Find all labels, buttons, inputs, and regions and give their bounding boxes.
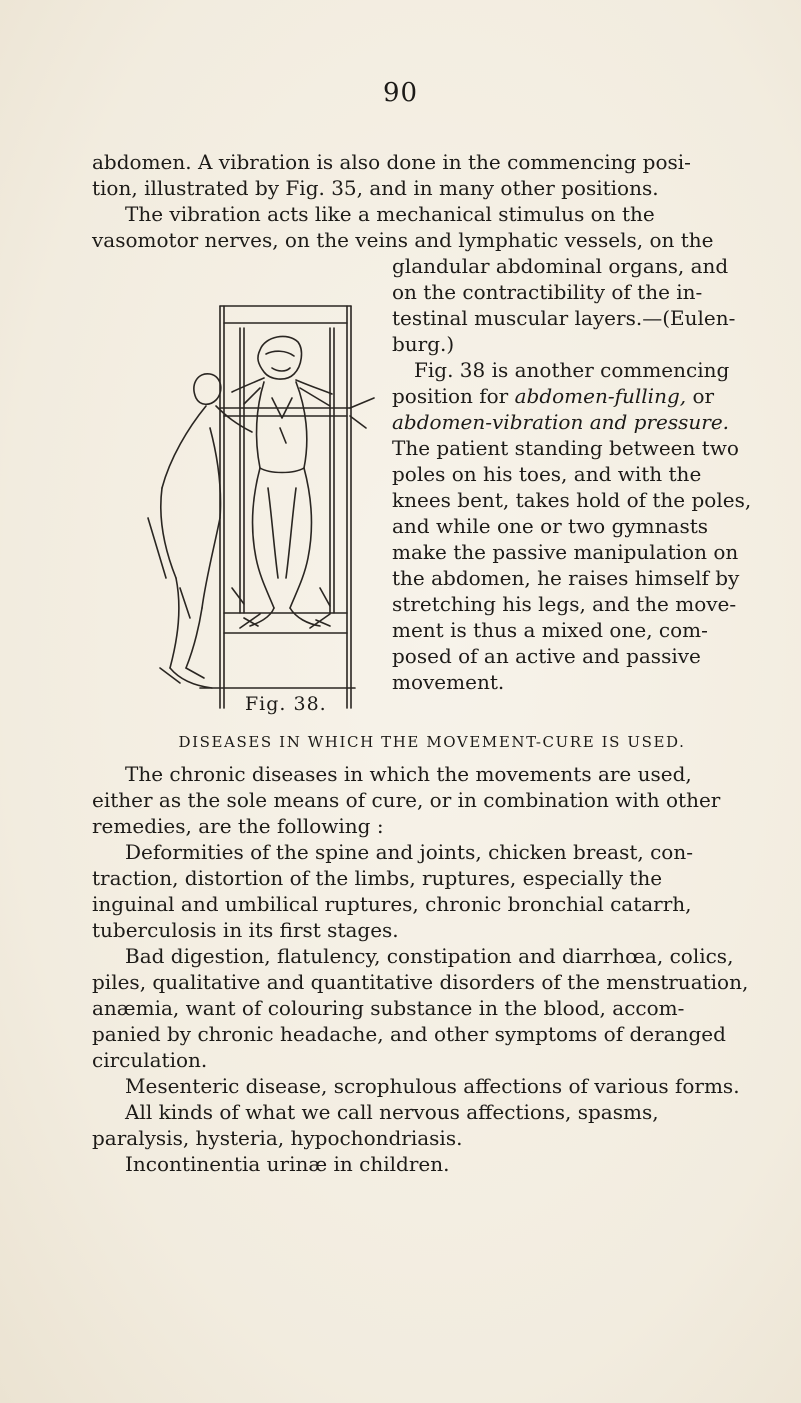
text-line: circulation.	[92, 1048, 208, 1072]
text-line: make the passive manipulation on	[392, 540, 739, 564]
figure-illustration	[140, 288, 380, 713]
text-line: anæmia, want of colouring substance in the blood, accom-	[92, 996, 685, 1020]
text-line: poles on his toes, and with the	[392, 462, 702, 486]
text-span: position for	[392, 384, 509, 408]
text-line: vasomotor nerves, on the veins and lymphatic vessels, on the	[92, 228, 714, 252]
text-line: on the contractibility of the in-	[392, 280, 703, 304]
text-line: All kinds of what we call nervous affections, spasms,	[125, 1100, 659, 1124]
text-line: The chronic diseases in which the movements are used,	[125, 762, 692, 786]
text-line: ment is thus a mixed one, com-	[392, 618, 708, 642]
text-line: The vibration acts like a mechanical stimulus on the	[125, 202, 655, 226]
text-line: testinal muscular layers.—(Eulen-	[392, 306, 736, 330]
figure-caption: Fig. 38.	[245, 693, 327, 715]
text-line: inguinal and umbilical ruptures, chronic bronchial catarrh,	[92, 892, 692, 916]
text-line: Bad digestion, flatulency, constipation and diarrhœa, colics,	[125, 944, 734, 968]
italic-term: abdomen-vibration and pressure.	[392, 410, 730, 434]
text-line: either as the sole means of cure, or in combination with other	[92, 788, 721, 812]
text-line: panied by chronic headache, and other symptoms of deranged	[92, 1022, 726, 1046]
text-line: Mesenteric disease, scrophulous affections of various forms.	[125, 1074, 740, 1098]
text-line: glandular abdominal organs, and	[392, 254, 729, 278]
text-line: knees bent, takes hold of the poles,	[392, 488, 752, 512]
text-line: tion, illustrated by Fig. 35, and in many other positions.	[92, 176, 659, 200]
section-heading: DISEASES IN WHICH THE MOVEMENT-CURE IS USED.	[178, 733, 686, 751]
text-line: piles, qualitative and quantitative disorders of the menstruation,	[92, 970, 749, 994]
text-line: traction, distortion of the limbs, ruptures, especially the	[92, 866, 663, 890]
text-line: posed of an active and passive	[392, 644, 701, 668]
text-line: the abdomen, he raises himself by	[392, 566, 740, 590]
text-line: burg.)	[392, 332, 455, 356]
text-line: stretching his legs, and the move-	[392, 592, 737, 616]
text-line	[392, 384, 714, 408]
text-line: Incontinentia urinæ in children.	[125, 1152, 450, 1176]
text-line: remedies, are the following :	[92, 814, 384, 838]
text-line: abdomen. A vibration is also done in the commencing posi-	[92, 150, 691, 174]
text-line	[392, 410, 729, 434]
text-span: or	[692, 384, 715, 408]
text-line: and while one or two gymnasts	[392, 514, 709, 538]
italic-term: abdomen-fulling,	[514, 384, 687, 408]
text-line: Fig. 38 is another commencing	[414, 358, 730, 382]
text-line: movement.	[392, 670, 505, 694]
text-line: The patient standing between two	[392, 436, 739, 460]
text-line: Deformities of the spine and joints, chicken breast, con-	[125, 840, 693, 864]
text-line: tuberculosis in its first stages.	[92, 918, 399, 942]
page-number: 90	[382, 78, 419, 108]
text-line: paralysis, hysteria, hypochondriasis.	[92, 1126, 463, 1150]
